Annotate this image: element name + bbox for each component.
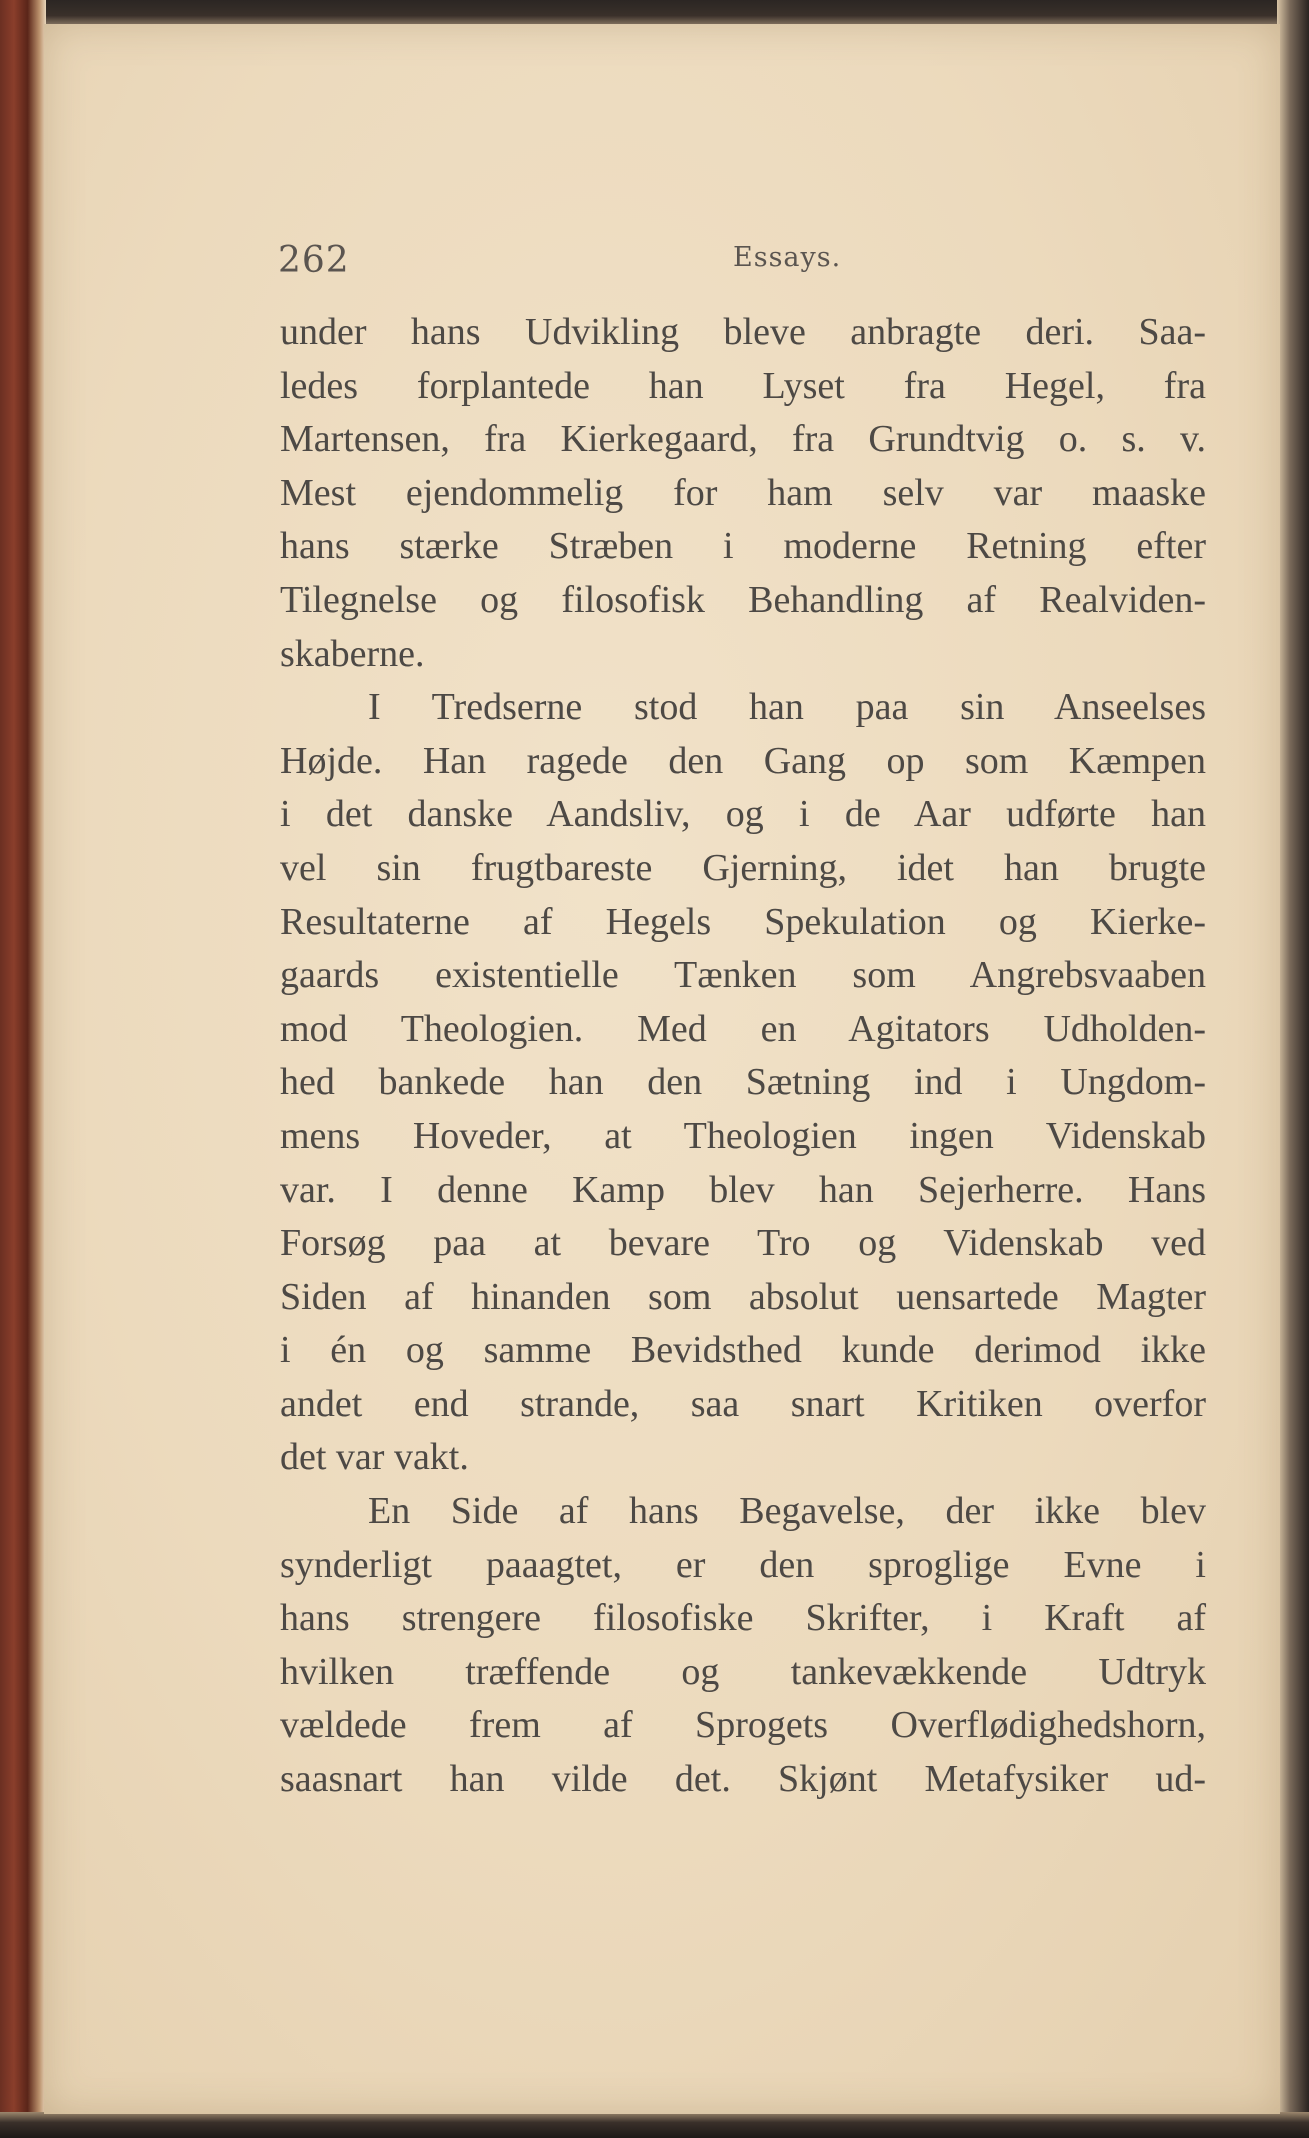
text-line: skaberne. (280, 632, 425, 675)
text-line: det var vakt. (280, 1436, 469, 1479)
text-line: hed bankede han den Sætning ind i Ungdom- (280, 1061, 1206, 1104)
text-line: vel sin frugtbareste Gjerning, idet han brugte (280, 846, 1206, 889)
text-line: Tilegnelse og filosofisk Behandling af Realviden- (280, 578, 1206, 621)
text-line: synderligt paaagtet, er den sproglige Evne i (280, 1543, 1206, 1586)
text-line: andet end strande, saa snart Kritiken overfor (280, 1382, 1206, 1425)
text-line: mod Theologien. Med en Agitators Udholden- (280, 1007, 1206, 1050)
text-line: Martensen, fra Kierkegaard, fra Grundtvig o. s. v. (280, 418, 1206, 461)
text-line: hvilken træffende og tankevækkende Udtryk (280, 1650, 1206, 1693)
text-line: Siden af hinanden som absolut uensartede Magter (280, 1275, 1206, 1318)
body-text (280, 306, 1206, 1807)
text-line: Resultaterne af Hegels Spekulation og Kierke- (280, 900, 1206, 943)
book-cover-left-edge (0, 0, 46, 2138)
text-line: vældede frem af Sprogets Overflødighedshorn, (280, 1704, 1206, 1747)
text-line: var. I denne Kamp blev han Sejerherre. Hans (280, 1168, 1206, 1211)
text-line: Højde. Han ragede den Gang op som Kæmpen (280, 739, 1206, 782)
text-line: gaards existentielle Tænken som Angrebsvaaben (280, 954, 1206, 997)
book-cover-right-edge (1277, 0, 1309, 2138)
text-line: Forsøg paa at bevare Tro og Videnskab ved (280, 1222, 1206, 1265)
page-number: 262 (278, 240, 350, 281)
text-line: En Side af hans Begavelse, der ikke blev (368, 1490, 1206, 1533)
book-cover-top-edge (0, 0, 1309, 26)
text-line: under hans Udvikling bleve anbragte deri. Saa- (280, 311, 1206, 353)
text-line: ledes forplantede han Lyset fra Hegel, fra (280, 364, 1206, 407)
running-head: Essays. (733, 242, 842, 273)
text-line: hans strengere filosofiske Skrifter, i Kraft af (280, 1597, 1206, 1640)
text-line: Mest ejendommelig for ham selv var maaske (280, 471, 1206, 514)
text-line: I Tredserne stod han paa sin Anseelses (368, 686, 1206, 729)
page-header (278, 220, 1248, 280)
text-line: i én og samme Bevidsthed kunde derimod ikke (280, 1329, 1206, 1372)
text-line: mens Hoveder, at Theologien ingen Videnskab (280, 1114, 1206, 1157)
book-cover-bottom-edge (0, 2112, 1309, 2138)
text-line: hans stærke Stræben i moderne Retning efter (280, 525, 1206, 568)
text-line: i det danske Aandsliv, og i de Aar udførte han (280, 793, 1206, 836)
text-line: saasnart han vilde det. Skjønt Metafysiker ud- (280, 1758, 1206, 1801)
